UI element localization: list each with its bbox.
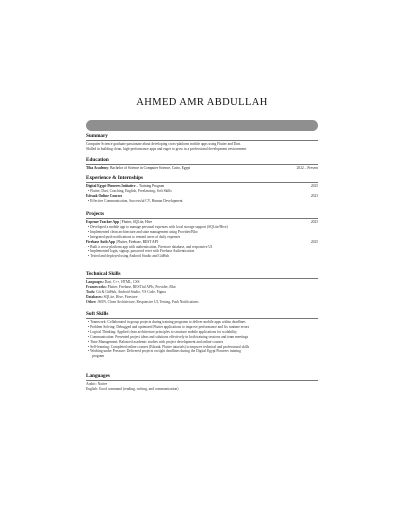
skills-title: Technical Skills [86,271,318,279]
summary-line: Skilled in building clean, high-performance apps and eager to grow in a professional development environment. [86,146,248,151]
soft-skill-bullet: • Problem Solving: Debugged and optimized Flutter applications to improve performance and fix runtime errors [86,325,318,330]
skill-label: Languages: [86,280,104,284]
experience-bullet: • Effective Communication, Successful CV, Human Development [86,199,318,204]
soft-skill-bullet: • Communication: Presented project ideas and solutions effectively in both training sessions and team meetings [86,335,318,340]
education-degree: Bachelor of Science in Computer Science, Cairo, Egypt [110,166,191,170]
skill-label: Other: [86,299,97,304]
languages-section [86,373,318,392]
experience-date: 2025 [310,184,318,188]
project-bullet: • Implemented login, signup, password reset with Firebase Authentication [86,249,318,254]
experience-bullet: • Flutter, Dart, Coaching, English, Freelancing, Soft Skills [86,189,318,194]
soft-skill-bullet: • Teamwork: Collaborated in group projects during training programs to deliver mobile apps within deadlines [86,320,318,325]
education-row: Tiba Academy: Bachelor of Science in Computer Science, Cairo, Egypt 2022 – Present [86,166,318,170]
soft-skill-bullet: • Self-learning: Completed online courses (Edraak, Flutter tutorials) to improve technical and professional skills [86,345,318,350]
project-bullet: • Developed a mobile app to manage personal expenses with local storage support (SQLite/Hive) [86,225,318,230]
education-section [86,157,318,171]
project-bullet: • Built a cross-platform app with authentication, Firestore database, and responsive UI [86,245,318,250]
soft-skill-bullet: • Time Management: Balanced academic studies with project development and online courses [86,340,318,345]
language-line: Arabic: Native [86,382,108,386]
projects-section [86,211,318,259]
project-date: 2025 [310,239,318,244]
resume-name: AHMED AMR ABDULLAH [136,97,268,108]
education-dates: 2022 – Present [296,166,318,170]
soft-skill-continuation: program [92,354,105,359]
experience-org: Edraak Online Courses [86,193,123,198]
project-date: 2025 [310,220,318,224]
project-bullet: • Tested and deployed using Android Studio and GitHub [86,254,318,259]
experience-date: 2023 [310,193,318,198]
project-bullet: • Integrated push notifications to remind users of daily expenses [86,235,318,240]
skill-label: Databases: [86,294,103,299]
language-line: English: Good command (reading, writing, and communication) [86,386,179,391]
project-bullet: • Implemented clean architecture and state management using Provider/Bloc [86,230,318,235]
summary-title: Summary [86,133,318,141]
skill-row [86,300,318,305]
skill-value: SQLite, Hive, Firestore [102,294,138,299]
summary-line: Computer Science graduate passionate about developing cross-platform mobile apps using Flutter and Dart. [86,142,241,146]
experience-section [86,175,318,204]
skill-label: Tools: [86,289,96,294]
languages-title: Languages [86,373,318,381]
skills-section [86,271,318,305]
project-tech: | Flutter, Firebase, REST API [114,239,158,244]
experience-org: Digital Egypt Pioneers Initiative [86,184,136,188]
soft-skills-section [86,311,318,359]
projects-title: Projects [86,211,318,219]
education-title: Education [86,157,318,165]
skill-value: Git & GitHub, Android Studio, VS Code, Figma [95,289,166,294]
experience-role: – Training Program [135,184,165,188]
skill-label: Frameworks: [86,284,107,289]
experience-title: Experience & Internships [86,175,318,183]
project-tech: | Flutter, SQLite, Hive [119,220,153,224]
soft-skill-bullet: • Logical Thinking: Applied clean architecture principles to structure mobile applications for scalability [86,330,318,335]
project-name: Firebase Auth App [86,239,115,244]
summary-section [86,133,318,152]
soft-skills-title: Soft Skills [86,311,318,319]
education-school: Tiba Academy [86,166,109,170]
soft-skill-bullet: • Working under Pressure: Delivered projects on tight deadlines during the Digital Egypt Pioneers training [86,349,318,354]
header-banner [86,120,318,131]
skill-value: Flutter, Firebase, RESTful APIs, Provider, Bloc [106,284,177,289]
skill-value: Dart, C++, HTML, CSS [103,280,140,284]
skill-value: JSON, Clean Architecture, Responsive UI, Testing, Push Notifications [96,299,199,304]
project-name: Expense Tracker App [86,220,120,224]
